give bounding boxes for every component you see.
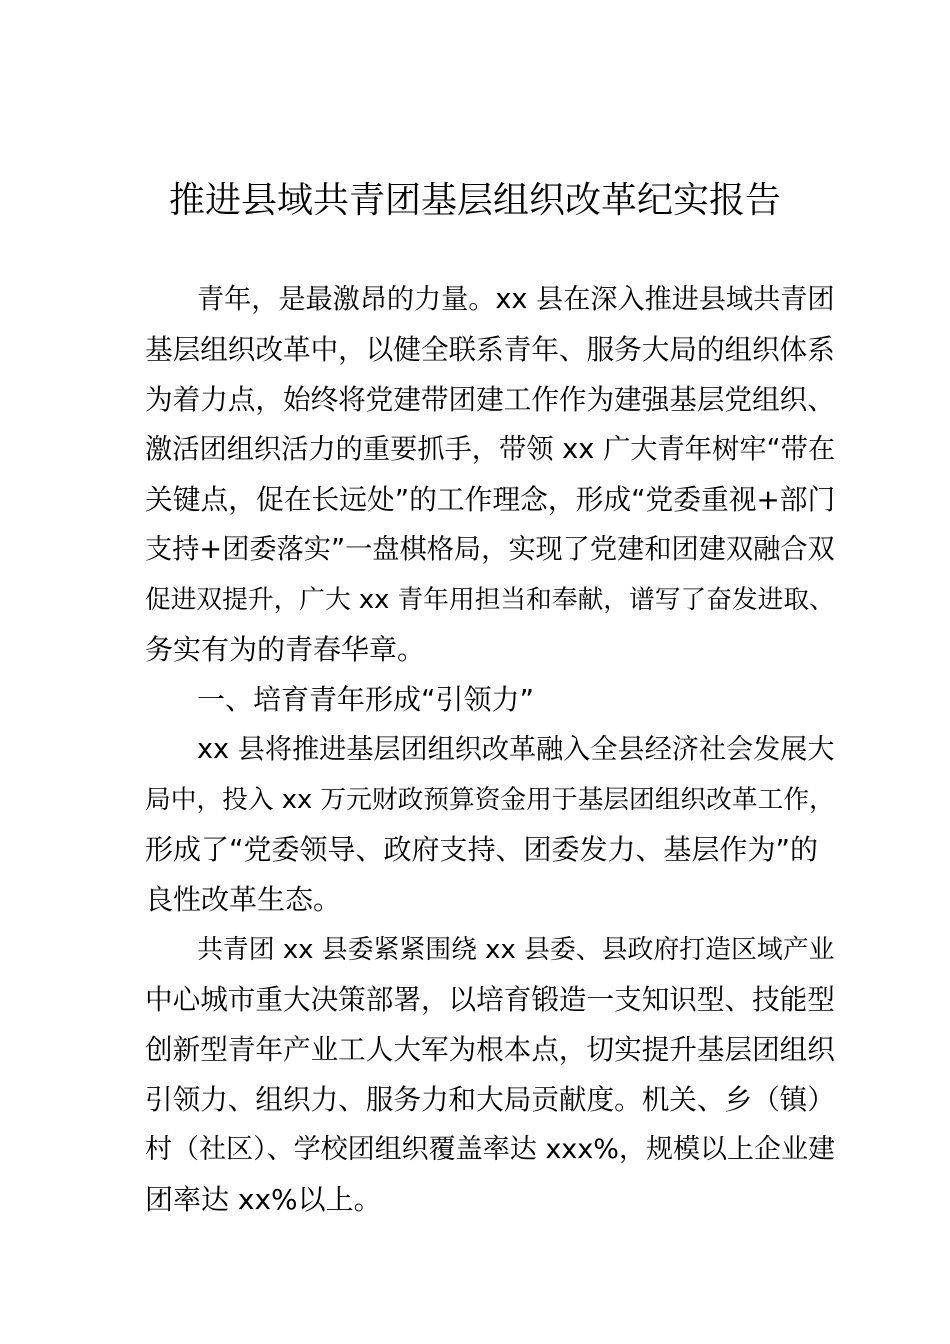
paragraph-line: 村（社区）、学校团组织覆盖率达 xxx%，规模以上企业建 — [145, 1134, 836, 1165]
paragraph-line: 基层组织改革中，以健全联系青年、服务大局的组织体系 — [145, 333, 835, 366]
document-body — [145, 275, 835, 1225]
paragraph-line: 形成了“党委领导、政府支持、团委发力、基层作为”的 — [145, 833, 819, 866]
paragraph-line: 关键点，促在长远处”的工作理念，形成“党委重视+部门 — [145, 483, 836, 516]
paragraph-line: 团率达 xx%以上。 — [145, 1183, 382, 1216]
paragraph-line: 共青团 xx 县委紧紧围绕 xx 县委、县政府打造区域产业 — [197, 935, 835, 965]
paragraph-line: xx 县将推进基层团组织改革融入全县经济社会发展大 — [197, 734, 835, 765]
paragraph-line: 为着力点，始终将党建带团建工作作为建强基层党组织、 — [145, 383, 835, 416]
paragraph-line: 中心城市重大决策部署，以培育锻造一支知识型、技能型 — [145, 983, 835, 1016]
paragraph-line: 局中，投入 xx 万元财政预算资金用于基层团组织改革工作， — [145, 785, 835, 815]
paragraph-line: 促进双提升，广大 xx 青年用担当和奉献，谱写了奋发进取、 — [145, 585, 835, 615]
paragraph-line: 引领力、组织力、服务力和大局贡献度。机关、乡（镇） — [145, 1083, 835, 1116]
paragraph-line: 务实有为的青春华章。 — [145, 633, 426, 666]
paragraph-line: 青年，是最激昂的力量。xx 县在深入推进县域共青团 — [197, 284, 835, 315]
paragraph-line: 创新型青年产业工人大军为根本点，切实提升基层团组织 — [145, 1033, 835, 1066]
paragraph-line: 支持+团委落实”一盘棋格局，实现了党建和团建双融合双 — [145, 534, 835, 565]
paragraph-line: 良性改革生态。 — [145, 883, 342, 916]
document-title: 推进县域共青团基层组织改革纪实报告 — [168, 180, 781, 221]
section-heading: 一、培育青年形成“引领力” — [197, 683, 535, 716]
paragraph-line: 激活团组织活力的重要抓手，带领 xx 广大青年树牢“带在 — [145, 434, 836, 465]
